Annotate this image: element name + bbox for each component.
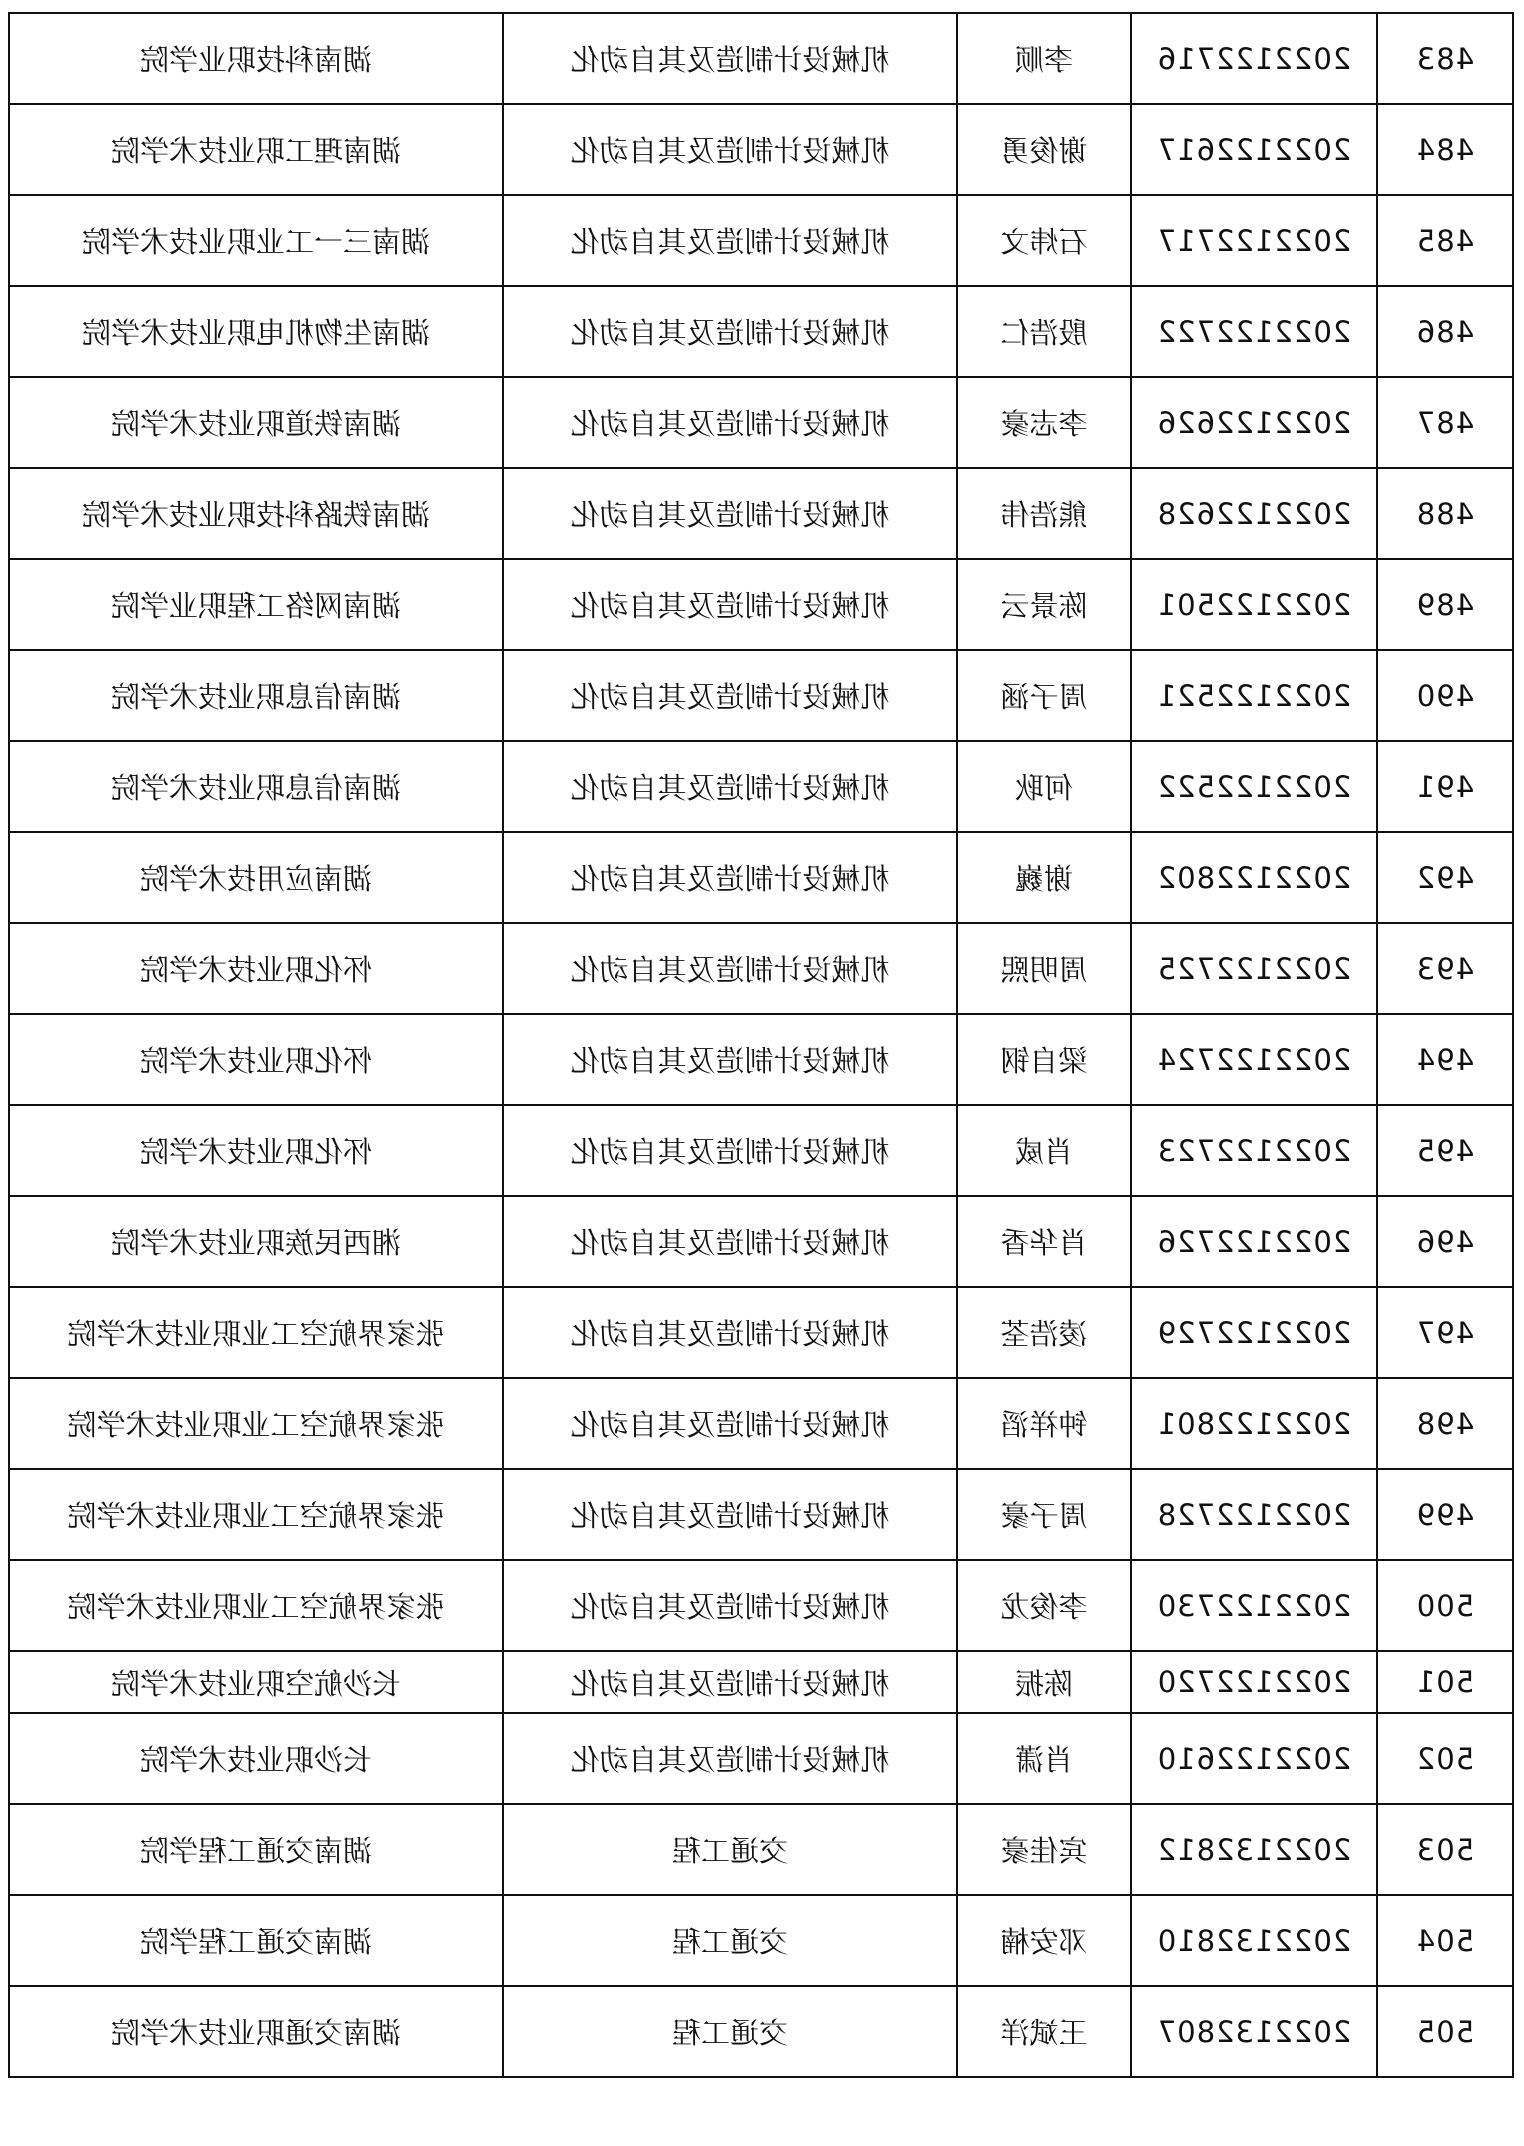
cell-student-name: 熊浩伟 <box>957 468 1131 559</box>
cell-student-id: 2022122726 <box>1131 1196 1377 1287</box>
cell-student-id: 2022122729 <box>1131 1287 1377 1378</box>
table-row <box>9 104 1513 195</box>
cell-student-name: 谢俊勇 <box>957 104 1131 195</box>
mirrored-table-sheet <box>10 12 1514 2078</box>
cell-student-name: 宾佳豪 <box>957 1804 1131 1895</box>
cell-student-id: 2022122801 <box>1131 1378 1377 1469</box>
cell-seq-no: 499 <box>1377 1469 1513 1560</box>
cell-major: 机械设计制造及其自动化 <box>503 1713 957 1804</box>
cell-school: 张家界航空工业职业技术学院 <box>9 1560 503 1651</box>
cell-major: 机械设计制造及其自动化 <box>503 1196 957 1287</box>
cell-seq-no: 484 <box>1377 104 1513 195</box>
cell-major: 机械设计制造及其自动化 <box>503 286 957 377</box>
cell-student-id: 2022122723 <box>1131 1105 1377 1196</box>
cell-school: 湖南信息职业技术学院 <box>9 650 503 741</box>
cell-major: 机械设计制造及其自动化 <box>503 1105 957 1196</box>
cell-major: 机械设计制造及其自动化 <box>503 468 957 559</box>
cell-school: 湘西民族职业技术学院 <box>9 1196 503 1287</box>
cell-school: 湖南交通工程学院 <box>9 1804 503 1895</box>
cell-student-name: 何耿 <box>957 741 1131 832</box>
cell-school: 湖南铁道职业技术学院 <box>9 377 503 468</box>
cell-student-id: 2022132810 <box>1131 1895 1377 1986</box>
cell-student-id: 2022122725 <box>1131 923 1377 1014</box>
cell-seq-no: 490 <box>1377 650 1513 741</box>
cell-seq-no: 503 <box>1377 1804 1513 1895</box>
cell-student-id: 2022122522 <box>1131 741 1377 832</box>
cell-major: 机械设计制造及其自动化 <box>503 1014 957 1105</box>
cell-seq-no: 505 <box>1377 1986 1513 2077</box>
cell-school: 湖南交通职业技术学院 <box>9 1986 503 2077</box>
cell-seq-no: 504 <box>1377 1895 1513 1986</box>
cell-school: 湖南理工职业技术学院 <box>9 104 503 195</box>
cell-student-name: 谢巍 <box>957 832 1131 923</box>
table-row <box>9 1713 1513 1804</box>
cell-student-name: 李顺 <box>957 13 1131 104</box>
cell-school: 张家界航空工业职业技术学院 <box>9 1469 503 1560</box>
table-row <box>9 1196 1513 1287</box>
student-list-table <box>8 12 1514 2078</box>
cell-major: 机械设计制造及其自动化 <box>503 1560 957 1651</box>
cell-major: 机械设计制造及其自动化 <box>503 741 957 832</box>
cell-seq-no: 489 <box>1377 559 1513 650</box>
table-body <box>9 13 1513 2077</box>
cell-student-id: 2022122521 <box>1131 650 1377 741</box>
cell-school: 湖南生物机电职业技术学院 <box>9 286 503 377</box>
cell-major: 机械设计制造及其自动化 <box>503 650 957 741</box>
table-row <box>9 468 1513 559</box>
cell-major: 机械设计制造及其自动化 <box>503 1469 957 1560</box>
cell-student-id: 2022122610 <box>1131 1713 1377 1804</box>
cell-seq-no: 500 <box>1377 1560 1513 1651</box>
cell-student-id: 2022132807 <box>1131 1986 1377 2077</box>
cell-seq-no: 494 <box>1377 1014 1513 1105</box>
cell-school: 湖南信息职业技术学院 <box>9 741 503 832</box>
table-row <box>9 1378 1513 1469</box>
cell-seq-no: 483 <box>1377 13 1513 104</box>
cell-student-name: 陈振 <box>957 1651 1131 1713</box>
cell-school: 张家界航空工业职业技术学院 <box>9 1378 503 1469</box>
cell-seq-no: 501 <box>1377 1651 1513 1713</box>
table-row <box>9 1469 1513 1560</box>
cell-major: 机械设计制造及其自动化 <box>503 559 957 650</box>
cell-major: 交通工程 <box>503 1986 957 2077</box>
cell-seq-no: 497 <box>1377 1287 1513 1378</box>
cell-school: 张家界航空工业职业技术学院 <box>9 1287 503 1378</box>
cell-seq-no: 498 <box>1377 1378 1513 1469</box>
cell-student-name: 石炜文 <box>957 195 1131 286</box>
cell-student-id: 2022122717 <box>1131 195 1377 286</box>
cell-student-name: 邓安楠 <box>957 1895 1131 1986</box>
table-row <box>9 13 1513 104</box>
table-row <box>9 1804 1513 1895</box>
cell-seq-no: 485 <box>1377 195 1513 286</box>
cell-student-name: 周子涵 <box>957 650 1131 741</box>
cell-seq-no: 495 <box>1377 1105 1513 1196</box>
cell-school: 怀化职业技术学院 <box>9 1105 503 1196</box>
table-row <box>9 1895 1513 1986</box>
table-row <box>9 650 1513 741</box>
cell-seq-no: 493 <box>1377 923 1513 1014</box>
cell-seq-no: 492 <box>1377 832 1513 923</box>
cell-student-id: 2022122501 <box>1131 559 1377 650</box>
table-row <box>9 832 1513 923</box>
cell-student-name: 肖华香 <box>957 1196 1131 1287</box>
cell-student-id: 2022122730 <box>1131 1560 1377 1651</box>
table-row <box>9 559 1513 650</box>
cell-student-id: 2022132812 <box>1131 1804 1377 1895</box>
table-row <box>9 286 1513 377</box>
cell-student-id: 2022122626 <box>1131 377 1377 468</box>
cell-seq-no: 487 <box>1377 377 1513 468</box>
cell-student-id: 2022122617 <box>1131 104 1377 195</box>
cell-school: 湖南交通工程学院 <box>9 1895 503 1986</box>
table-row <box>9 377 1513 468</box>
cell-student-name: 李俊龙 <box>957 1560 1131 1651</box>
cell-school: 湖南三一工业职业技术学院 <box>9 195 503 286</box>
cell-school: 长沙职业技术学院 <box>9 1713 503 1804</box>
cell-major: 交通工程 <box>503 1804 957 1895</box>
table-row <box>9 1287 1513 1378</box>
cell-school: 湖南应用技术学院 <box>9 832 503 923</box>
cell-student-name: 周明熙 <box>957 923 1131 1014</box>
table-row <box>9 1651 1513 1713</box>
cell-student-id: 2022122802 <box>1131 832 1377 923</box>
cell-seq-no: 496 <box>1377 1196 1513 1287</box>
cell-student-name: 钟祥滔 <box>957 1378 1131 1469</box>
cell-student-name: 梁自钢 <box>957 1014 1131 1105</box>
cell-major: 机械设计制造及其自动化 <box>503 195 957 286</box>
cell-school: 怀化职业技术学院 <box>9 1014 503 1105</box>
cell-student-name: 李志豪 <box>957 377 1131 468</box>
cell-student-id: 2022122720 <box>1131 1651 1377 1713</box>
table-row <box>9 1560 1513 1651</box>
cell-major: 机械设计制造及其自动化 <box>503 104 957 195</box>
cell-student-name: 凌浩荃 <box>957 1287 1131 1378</box>
cell-student-id: 2022122724 <box>1131 1014 1377 1105</box>
cell-student-name: 肖威 <box>957 1105 1131 1196</box>
cell-major: 机械设计制造及其自动化 <box>503 377 957 468</box>
cell-student-id: 2022122722 <box>1131 286 1377 377</box>
table-row <box>9 1105 1513 1196</box>
table-row <box>9 1986 1513 2077</box>
cell-school: 湖南科技职业学院 <box>9 13 503 104</box>
cell-student-name: 殷浩仁 <box>957 286 1131 377</box>
cell-major: 交通工程 <box>503 1895 957 1986</box>
cell-student-name: 周子豪 <box>957 1469 1131 1560</box>
table-row <box>9 923 1513 1014</box>
table-row <box>9 741 1513 832</box>
cell-seq-no: 491 <box>1377 741 1513 832</box>
table-row <box>9 1014 1513 1105</box>
cell-school: 长沙航空职业技术学院 <box>9 1651 503 1713</box>
cell-school: 怀化职业技术学院 <box>9 923 503 1014</box>
cell-student-name: 陈景云 <box>957 559 1131 650</box>
cell-student-name: 肖潇 <box>957 1713 1131 1804</box>
cell-major: 机械设计制造及其自动化 <box>503 1651 957 1713</box>
cell-school: 湖南网络工程职业学院 <box>9 559 503 650</box>
cell-student-name: 王斌洋 <box>957 1986 1131 2077</box>
cell-major: 机械设计制造及其自动化 <box>503 1287 957 1378</box>
cell-school: 湖南铁路科技职业技术学院 <box>9 468 503 559</box>
cell-major: 机械设计制造及其自动化 <box>503 1378 957 1469</box>
cell-student-id: 2022122728 <box>1131 1469 1377 1560</box>
cell-student-id: 2022122628 <box>1131 468 1377 559</box>
cell-seq-no: 502 <box>1377 1713 1513 1804</box>
cell-seq-no: 486 <box>1377 286 1513 377</box>
cell-major: 机械设计制造及其自动化 <box>503 923 957 1014</box>
cell-major: 机械设计制造及其自动化 <box>503 13 957 104</box>
cell-seq-no: 488 <box>1377 468 1513 559</box>
cell-major: 机械设计制造及其自动化 <box>503 832 957 923</box>
cell-student-id: 2022122716 <box>1131 13 1377 104</box>
table-row <box>9 195 1513 286</box>
